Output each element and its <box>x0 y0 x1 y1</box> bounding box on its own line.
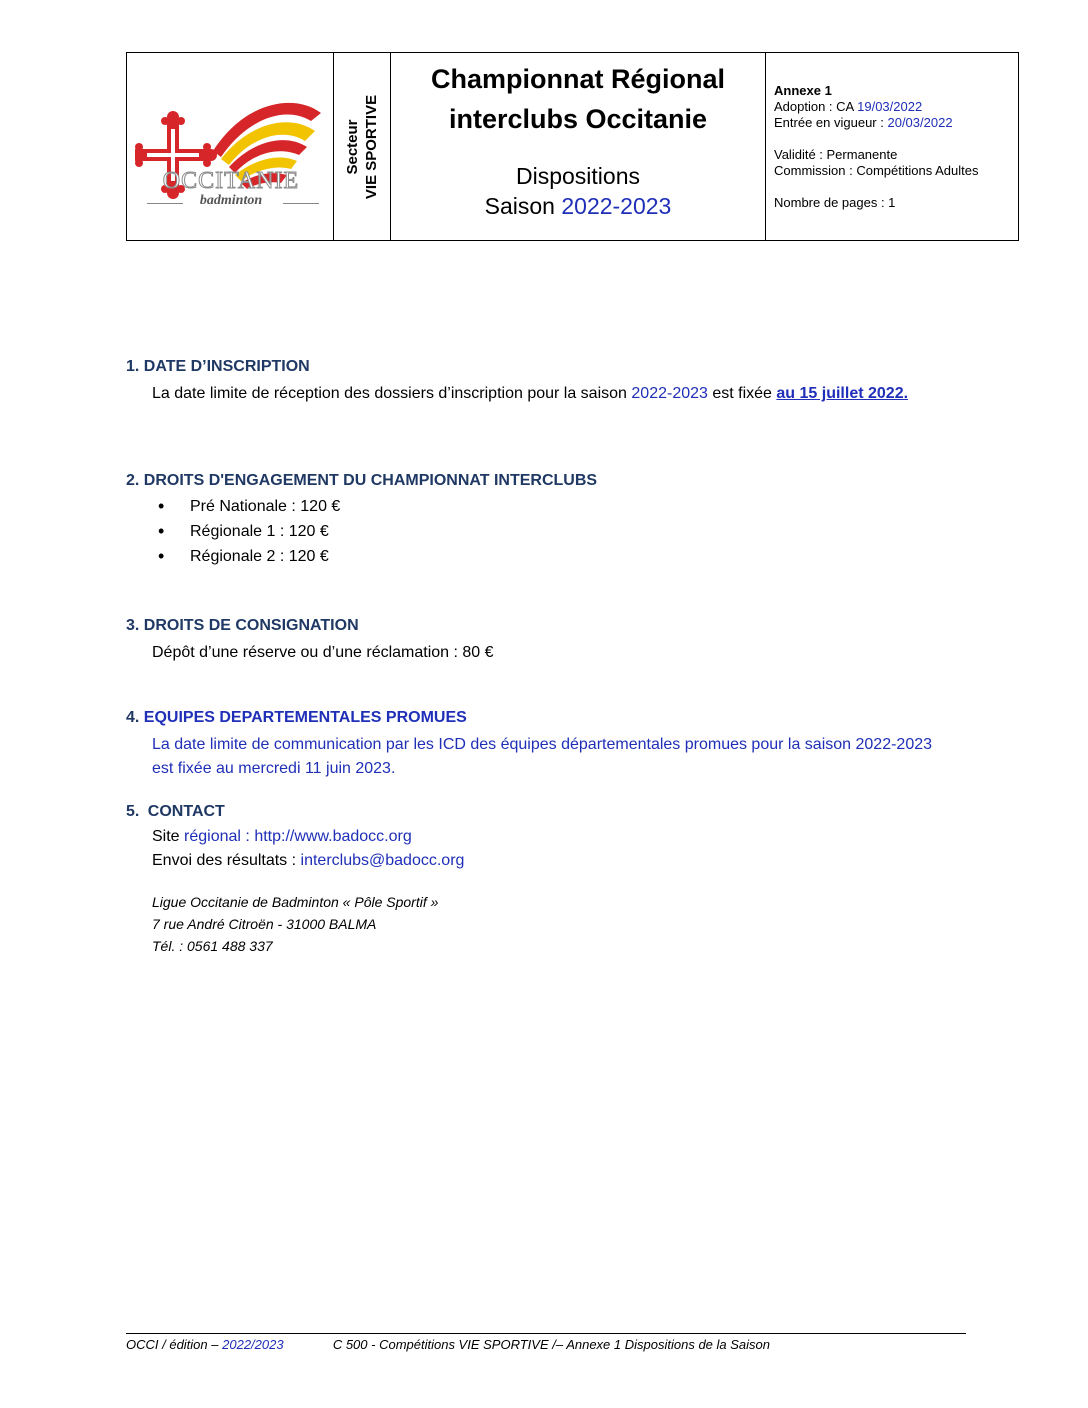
section-5-title <box>126 801 966 823</box>
meta-annexe: Annexe 1 <box>774 83 832 98</box>
meta-block <box>774 83 978 211</box>
section-2-title <box>126 470 966 492</box>
section-1 <box>126 356 966 406</box>
document-header <box>126 52 1019 241</box>
section-3 <box>126 615 966 665</box>
section-1-deadline-link[interactable]: au 15 juillet 2022. <box>776 385 909 402</box>
list-item: • Régionale 2 : 120 € <box>126 544 966 569</box>
contact-site-row <box>126 825 966 849</box>
sector-line1: Secteur <box>344 118 361 175</box>
address-line3: Tél. : 0561 488 337 <box>152 938 273 954</box>
section-2-number: 2. <box>126 472 140 489</box>
logo-wordmark: OCCITANIE <box>162 168 300 194</box>
meta-entree <box>774 115 978 131</box>
meta-cell <box>766 53 1018 240</box>
footer-right: C 500 - Compétitions VIE SPORTIVE /– Annexe 1 Dispositions de la Saison <box>332 1337 770 1352</box>
meta-adoption <box>774 99 978 115</box>
section-1-season: 2022-2023 <box>631 385 708 402</box>
meta-entree-date: 20/03/2022 <box>887 115 953 130</box>
document-body <box>126 356 966 957</box>
meta-commission: Commission : Compétitions Adultes <box>774 163 979 178</box>
footer-rule <box>126 1333 966 1334</box>
list-item: • Régionale 1 : 120 € <box>126 519 966 544</box>
subtitle-line1: Dispositions <box>516 163 640 189</box>
section-2-heading: DROITS D'ENGAGEMENT DU CHAMPIONNAT INTERCLUBS <box>143 472 598 489</box>
section-4-heading: EQUIPES DEPARTEMENTALES PROMUES <box>143 709 467 726</box>
meta-adoption-label: Adoption : CA <box>774 99 854 114</box>
address-line1: Ligue Occitanie de Badminton « Pôle Sportif » <box>152 894 439 910</box>
logo-cell <box>127 53 334 240</box>
section-3-number: 3. <box>126 617 140 634</box>
section-5-number: 5. <box>126 803 140 820</box>
section-4-title <box>126 707 966 729</box>
footer-left-year: 2022/2023 <box>222 1337 284 1352</box>
section-3-title <box>126 615 966 637</box>
sector-cell <box>334 53 391 240</box>
section-2 <box>126 470 966 569</box>
address-block <box>126 891 966 957</box>
contact-site-label: Site <box>152 828 180 845</box>
document-subtitle <box>391 161 765 221</box>
subtitle-line2 <box>391 191 765 221</box>
footer-left-prefix: OCCI / édition – <box>126 1337 219 1352</box>
section-3-text: Dépôt d’une réserve ou d’une réclamation : 80 € <box>152 644 494 661</box>
section-4-text: La date limite de communication par les ICD des équipes départementales promues pour la saison 2022-2023 est fixée au mercredi 11 juin 2023. <box>152 736 933 777</box>
title-line1: Championnat Régional <box>430 64 725 94</box>
section-5-heading: CONTACT <box>147 803 225 820</box>
meta-pages: Nombre de pages : 1 <box>774 195 896 210</box>
logo-subtitle: badminton <box>199 193 263 208</box>
fees-list <box>126 494 966 569</box>
document-title <box>391 59 765 139</box>
section-4 <box>126 707 966 781</box>
subtitle-year: 2022-2023 <box>561 193 672 219</box>
section-1-number: 1. <box>126 358 140 375</box>
section-5 <box>126 801 966 873</box>
contact-results-row <box>126 849 966 873</box>
section-1-text-mid: est fixée <box>712 385 772 402</box>
meta-entree-label: Entrée en vigueur : <box>774 115 884 130</box>
contact-results-label: Envoi des résultats : <box>152 852 297 869</box>
contact-results-email[interactable]: interclubs@badocc.org <box>300 852 465 869</box>
title-cell <box>391 53 766 240</box>
sector-label <box>343 94 381 198</box>
section-1-text-before: La date limite de réception des dossiers d’inscription pour la saison <box>152 385 627 402</box>
sector-line2: VIE SPORTIVE <box>363 94 380 199</box>
contact-site-word: régional <box>184 828 241 845</box>
meta-adoption-date: 19/03/2022 <box>857 99 923 114</box>
contact-site-url[interactable]: : http://www.badocc.org <box>245 828 412 845</box>
page-footer <box>126 1336 770 1354</box>
section-3-heading: DROITS DE CONSIGNATION <box>143 617 359 634</box>
address-line2: 7 rue André Citroën - 31000 BALMA <box>152 916 377 932</box>
section-1-text <box>126 382 966 406</box>
meta-validite: Validité : Permanente <box>774 147 898 162</box>
section-4-number: 4. <box>126 709 140 726</box>
list-item: • Pré Nationale : 120 € <box>126 494 966 519</box>
section-1-title <box>126 356 966 378</box>
section-1-heading: DATE D’INSCRIPTION <box>143 358 310 375</box>
subtitle-saison: Saison <box>484 193 555 219</box>
title-line2: interclubs Occitanie <box>448 104 708 134</box>
